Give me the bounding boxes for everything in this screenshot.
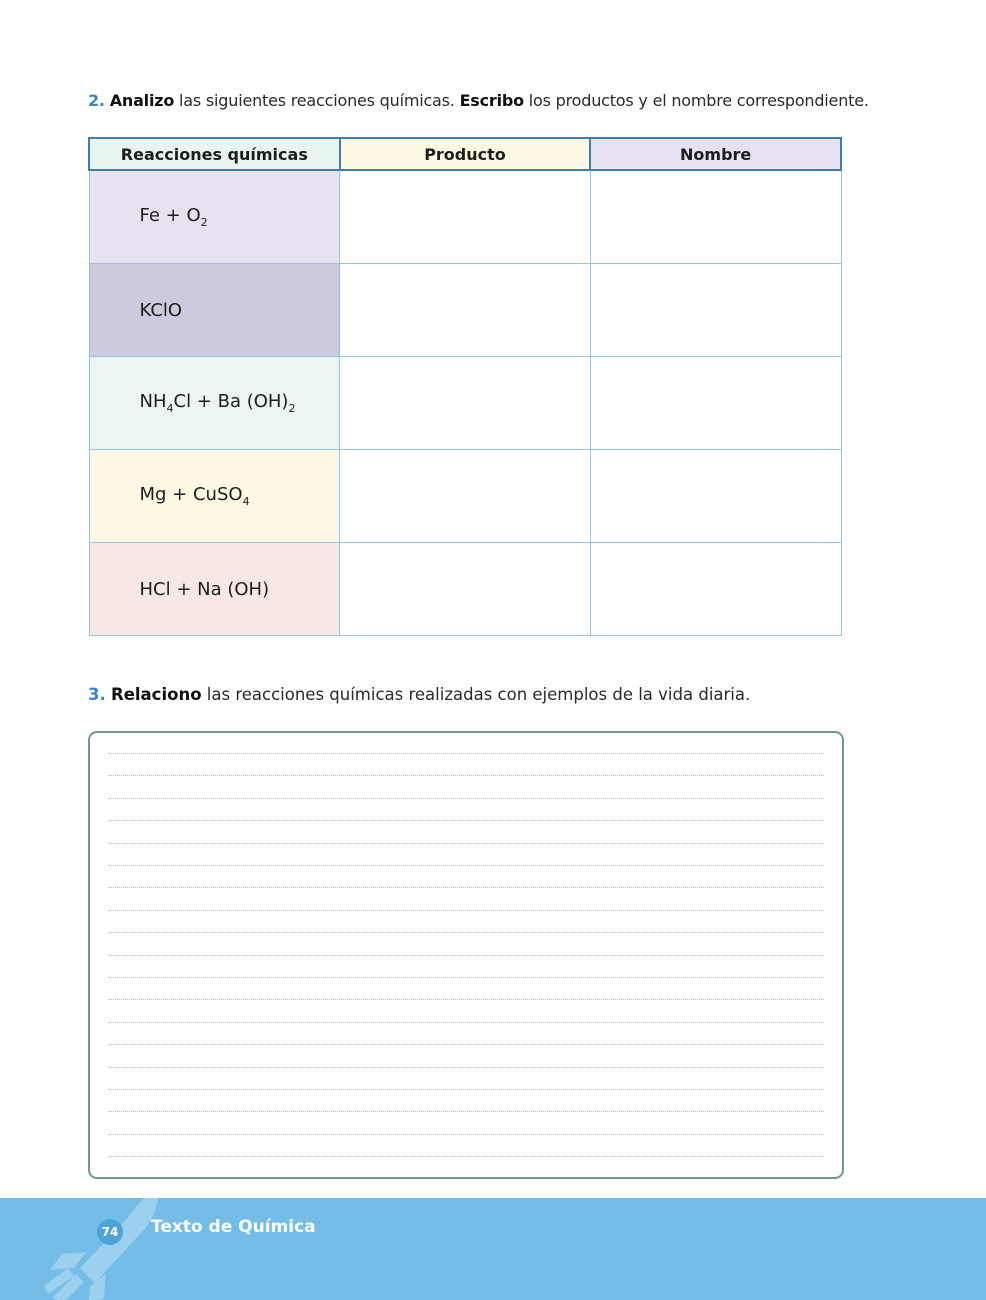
- page-footer: [0, 1198, 986, 1300]
- writing-line: [108, 1111, 824, 1112]
- header-nombre: Nombre: [590, 138, 841, 170]
- exercise-3-text: las reacciones químicas realizadas con ejemplos de la vida diaria.: [201, 685, 751, 704]
- name-answer-cell[interactable]: [590, 357, 841, 450]
- product-answer-cell[interactable]: [340, 357, 591, 450]
- exercise-3-number: 3.: [88, 685, 106, 704]
- writing-line: [108, 999, 824, 1000]
- table-row: [89, 543, 841, 636]
- writing-line: [108, 1134, 824, 1135]
- writing-line: [108, 1156, 824, 1157]
- writing-line: [108, 955, 824, 956]
- writing-line: [108, 753, 824, 754]
- writing-line: [108, 843, 824, 844]
- writing-line: [108, 775, 824, 776]
- exercise-2-verb-analizo: Analizo: [109, 91, 175, 110]
- product-answer-cell[interactable]: [340, 170, 591, 264]
- reaction-cell-fe-o2: [89, 170, 340, 264]
- exercise-3-verb-relaciono: Relaciono: [111, 685, 202, 704]
- exercise-2-number: 2.: [88, 91, 105, 110]
- answer-writing-box[interactable]: [88, 731, 844, 1179]
- footer-book-title: Texto de Química: [151, 1217, 316, 1237]
- exercise-2-text-1: las siguientes reacciones químicas.: [174, 91, 460, 110]
- reaction-text: HCl + Na (OH): [139, 578, 270, 600]
- reactions-table: [88, 137, 842, 636]
- exercise-2-text-2: los productos y el nombre correspondiente.: [523, 91, 869, 110]
- exercise-2-instruction: [88, 90, 869, 112]
- table-row: [89, 264, 841, 357]
- reaction-text: Cl + Ba (OH): [173, 391, 289, 412]
- writing-line: [108, 1067, 824, 1068]
- subscript: 2: [288, 402, 296, 415]
- page-number-badge: 74: [97, 1219, 123, 1245]
- reaction-cell-mg-cuso4: [89, 450, 340, 543]
- name-answer-cell[interactable]: [590, 450, 841, 543]
- product-answer-cell[interactable]: [340, 450, 591, 543]
- writing-line: [108, 798, 824, 799]
- writing-line: [108, 1022, 824, 1023]
- writing-line: [108, 1044, 824, 1045]
- header-reacciones: Reacciones químicas: [89, 138, 340, 170]
- reaction-text: NH: [139, 391, 167, 412]
- exercise-2-verb-escribo: Escribo: [459, 91, 524, 110]
- product-answer-cell[interactable]: [340, 543, 591, 636]
- table-row: [89, 450, 841, 543]
- subscript: 4: [166, 402, 174, 415]
- subscript: 2: [200, 216, 208, 229]
- table-header-row: [89, 138, 841, 170]
- name-answer-cell[interactable]: [590, 264, 841, 357]
- writing-line: [108, 910, 824, 911]
- rocket-icon: [40, 1198, 160, 1300]
- writing-line: [108, 865, 824, 866]
- reaction-text: KClO: [139, 299, 183, 321]
- subscript: 4: [242, 495, 250, 508]
- exercise-3-instruction: [88, 684, 750, 706]
- product-answer-cell[interactable]: [340, 264, 591, 357]
- writing-line: [108, 820, 824, 821]
- writing-line: [108, 977, 824, 978]
- table-row: [89, 357, 841, 450]
- writing-line: [108, 1089, 824, 1090]
- writing-line: [108, 887, 824, 888]
- header-producto: Producto: [340, 138, 591, 170]
- reaction-cell-nh4cl-baoh2: [89, 357, 340, 450]
- reaction-cell-hcl-naoh: [89, 543, 340, 636]
- reaction-cell-kclo: [89, 264, 340, 357]
- name-answer-cell[interactable]: [590, 543, 841, 636]
- table-row: [89, 170, 841, 264]
- name-answer-cell[interactable]: [590, 170, 841, 264]
- reaction-text: Mg + CuSO: [139, 484, 243, 505]
- reaction-text: Fe + O: [139, 205, 201, 226]
- writing-line: [108, 932, 824, 933]
